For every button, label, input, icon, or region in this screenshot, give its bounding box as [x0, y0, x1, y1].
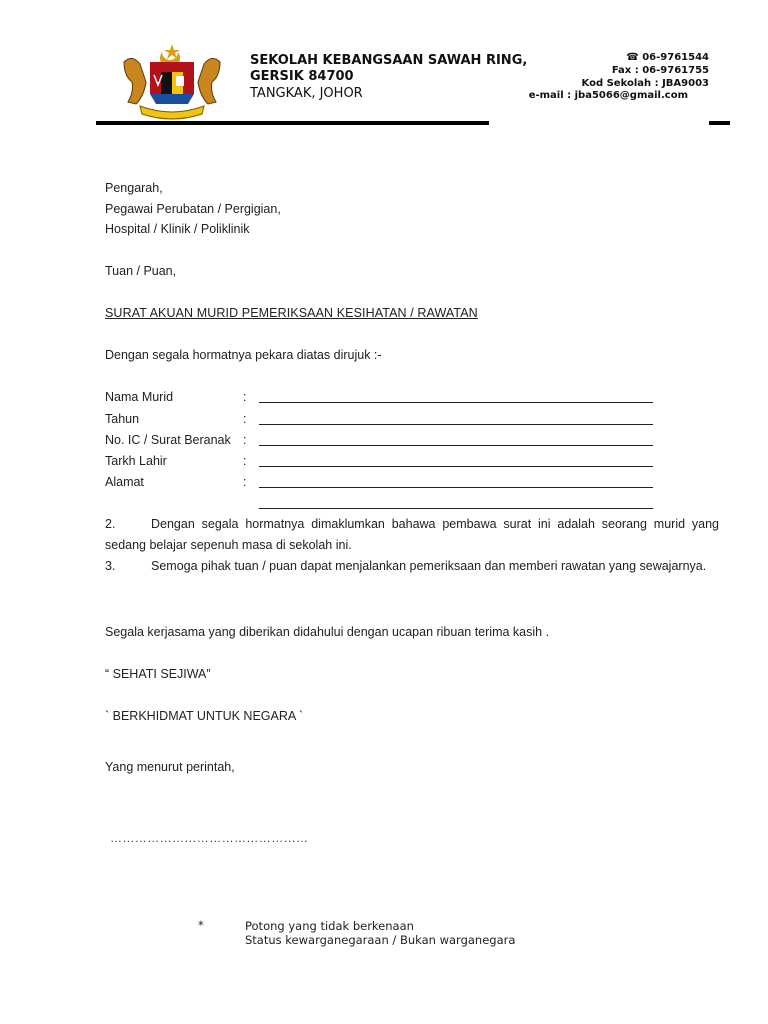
closing-line: Yang menurut perintah,: [105, 760, 235, 774]
signature-line: …………………………………………: [110, 831, 309, 845]
field-line-name[interactable]: [259, 402, 653, 403]
paragraph-3: [105, 556, 719, 577]
recipient-line3: Hospital / Klinik / Poliklinik: [105, 222, 250, 236]
school-name: SEKOLAH KEBANGSAAN SAWAH RING,: [250, 53, 528, 68]
footnote-line1: Potong yang tidak berkenaan: [245, 919, 414, 933]
thanks-line: Segala kerjasama yang diberikan didahului dengan ucapan ribuan terima kasih .: [105, 625, 550, 639]
field-colon: :: [243, 433, 247, 447]
motto-berkhidmat: ` BERKHIDMAT UNTUK NEGARA `: [105, 709, 304, 723]
recipient-line2: Pegawai Perubatan / Pergigian,: [105, 202, 281, 216]
field-line-address-2[interactable]: [259, 508, 653, 509]
field-colon: :: [243, 412, 247, 426]
school-address-line1: GERSIK 84700: [250, 69, 354, 84]
coat-of-arms-logo: [118, 42, 226, 120]
field-label-name: Nama Murid: [105, 390, 174, 404]
field-colon: :: [243, 475, 247, 489]
phone-icon: ☎: [626, 52, 639, 63]
field-label-year: Tahun: [105, 412, 140, 426]
email-line: e-mail : jba5066@gmail.com: [528, 90, 688, 101]
field-line-year[interactable]: [259, 424, 653, 425]
reference-line: Dengan segala hormatnya pekara diatas dirujuk :-: [105, 348, 382, 362]
paragraph-2: [105, 514, 719, 556]
salutation: Tuan / Puan,: [105, 264, 177, 278]
school-address-line2: TANGKAK, JOHOR: [250, 86, 363, 101]
field-line-ic[interactable]: [259, 445, 653, 446]
footnote-asterisk: *: [198, 918, 204, 932]
letter-subject: SURAT AKUAN MURID PEMERIKSAAN KESIHATAN / RAWATAN: [105, 306, 478, 320]
field-colon: :: [243, 390, 247, 404]
footnote-line2: Status kewarganegaraan / Bukan warganegara: [245, 933, 516, 947]
paragraph-number: 3.: [105, 559, 116, 573]
motto-sehati-sejiwa: “ SEHATI SEJIWA”: [105, 667, 211, 681]
field-label-ic: No. IC / Surat Beranak: [105, 433, 231, 447]
fax-line: Fax : 06-9761755: [611, 65, 709, 76]
paragraph-text: Semoga pihak tuan / puan dapat menjalankan pemeriksaan dan memberi rawatan yang sewajarnya.: [151, 559, 707, 573]
recipient-line1: Pengarah,: [105, 181, 163, 195]
paragraph-text: Dengan segala hormatnya dimaklumkan bahawa pembawa surat ini adalah seorang murid yang sedang belajar sepenuh masa di sekolah ini.: [105, 517, 719, 552]
paragraph-number: 2.: [105, 517, 116, 531]
header-divider: [96, 121, 489, 125]
field-colon: :: [243, 454, 247, 468]
field-line-birthdate[interactable]: [259, 466, 653, 467]
field-line-address[interactable]: [259, 487, 653, 488]
phone-number: 06-9761544: [642, 52, 709, 63]
school-code: Kod Sekolah : JBA9003: [581, 78, 709, 89]
field-label-address: Alamat: [105, 475, 144, 489]
header-divider-end: [709, 121, 730, 125]
phone-line: [626, 52, 709, 63]
field-label-birthdate: Tarkh Lahir: [105, 454, 167, 468]
